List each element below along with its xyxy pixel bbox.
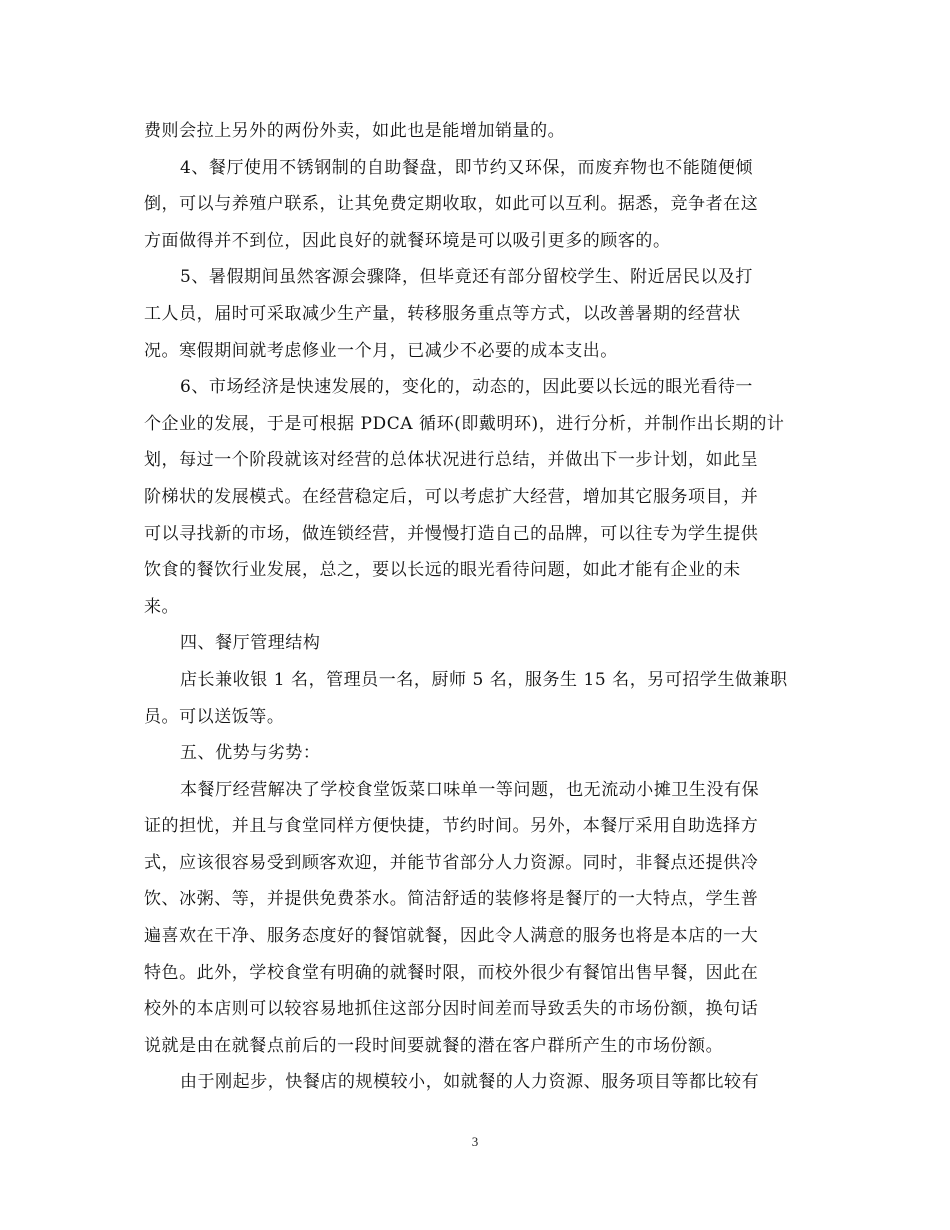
text-line: 本餐厅经营解决了学校食堂饭菜口味单一等问题，也无流动小摊卫生没有保 [180, 779, 760, 800]
document-body [144, 113, 808, 1101]
text-line: 店长兼收银 1 名，管理员一名，厨师 5 名，服务生 15 名，另可招学生做兼职 [180, 669, 788, 690]
text-line: 6、市场经济是快速发展的，变化的，动态的，因此要以长远的眼光看待一 [180, 377, 753, 398]
text-line: 倒，可以与养殖户联系，让其免费定期收取，如此可以互利。据悉，竞争者在这 [144, 194, 759, 215]
text-line: 划，每过一个阶段就该对经营的总体状况进行总结，并做出下一步计划，如此呈 [144, 450, 759, 471]
text-line: 四、餐厅管理结构 [180, 633, 321, 654]
text-line: 来。 [144, 596, 180, 617]
text-line: 况。寒假期间就考虑修业一个月，已减少不必要的成本支出。 [144, 340, 618, 361]
text-line: 饮食的餐饮行业发展，总之，要以长远的眼光看待问题，如此才能有企业的未 [144, 560, 741, 581]
text-line: 饮、冰粥、等，并提供免费茶水。简洁舒适的装修将是餐厅的一大特点，学生普 [144, 889, 759, 910]
text-line: 阶梯状的发展模式。在经营稳定后，可以考虑扩大经营，增加其它服务项目，并 [144, 486, 759, 507]
text-line: 式，应该很容易受到顾客欢迎，并能节省部分人力资源。同时，非餐点还提供冷 [144, 852, 759, 873]
text-line: 特色。此外，学校食堂有明确的就餐时限，而校外很少有餐馆出售早餐，因此在 [144, 962, 759, 983]
text-line: 工人员，届时可采取减少生产量，转移服务重点等方式，以改善暑期的经营状 [144, 303, 741, 324]
text-line: 说就是由在就餐点前后的一段时间要就餐的潜在客户群所产生的市场份额。 [144, 1035, 724, 1056]
text-line: 可以寻找新的市场，做连锁经营，并慢慢打造自己的品牌，可以往专为学生提供 [144, 523, 759, 544]
text-line: 个企业的发展，于是可根据 PDCA 循环(即戴明环)，进行分析，并制作出长期的计 [144, 413, 785, 434]
text-line: 4、餐厅使用不锈钢制的自助餐盘，即节约又环保，而废弃物也不能随便倾 [180, 157, 753, 178]
text-line: 五、优势与劣势： [180, 743, 321, 764]
text-line: 由于刚起步，快餐店的规模较小，如就餐的人力资源、服务项目等都比较有 [180, 1072, 760, 1093]
text-line: 校外的本店则可以较容易地抓住这部分因时间差而导致丢失的市场份额，换句话 [144, 999, 759, 1020]
text-line: 费则会拉上另外的两份外卖，如此也是能增加销量的。 [144, 121, 566, 141]
text-line: 员。可以送饭等。 [144, 706, 285, 727]
text-line: 5、暑假期间虽然客源会骤降，但毕竟还有部分留校学生、附近居民以及打 [180, 267, 753, 288]
text-line: 证的担忧，并且与食堂同样方便快捷，节约时间。另外，本餐厅采用自助选择方 [144, 816, 759, 837]
text-line: 方面做得并不到位，因此良好的就餐环境是可以吸引更多的顾客的。 [144, 230, 671, 251]
page-number: 3 [471, 1134, 479, 1149]
text-line: 遍喜欢在干净、服务态度好的餐馆就餐，因此令人满意的服务也将是本店的一大 [144, 926, 759, 947]
